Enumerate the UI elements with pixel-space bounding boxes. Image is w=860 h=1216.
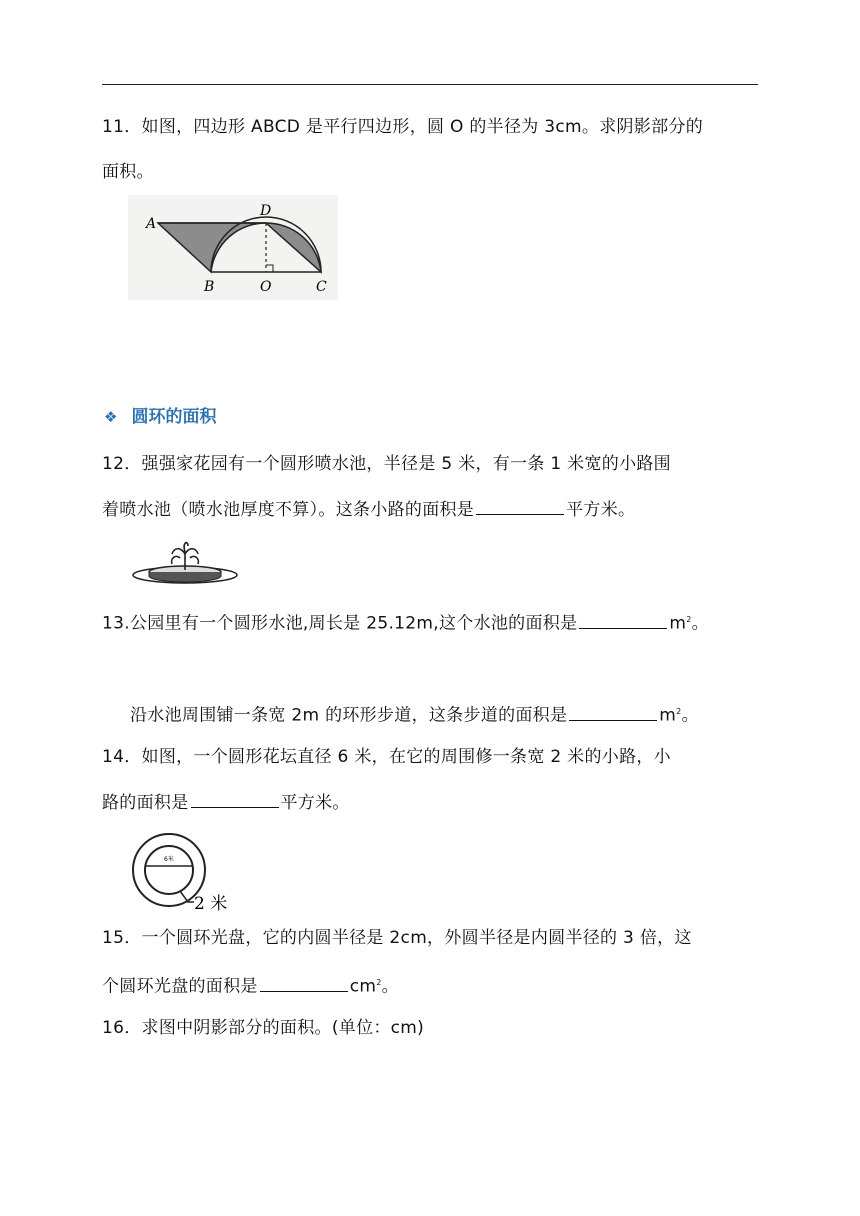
q12-line2-post: 平方米。 (566, 500, 636, 520)
q13-text-line1 (102, 608, 709, 636)
inner-diameter-label: 6米 (164, 856, 174, 863)
flowerbed-ring-figure (130, 830, 240, 916)
q15-text-line2 (102, 971, 399, 999)
section-diamond-icon: ❖ (104, 408, 118, 426)
q13-line2-unit: m (659, 705, 677, 726)
q15-line2-end: 。 (381, 976, 399, 997)
q15-line2-pre: 个圆环光盘的面积是 (102, 976, 258, 997)
header-rule (102, 84, 758, 85)
q11-text-line1: 11．如图，四边形 ABCD 是平行四边形，圆 O 的半径为 3cm。求阴影部分的 (102, 117, 704, 137)
fountain-rim (149, 572, 221, 582)
q13-text-line2 (130, 700, 699, 728)
q15-text-line1: 15．一个圆环光盘，它的内圆半径是 2cm，外圆半径是内圆半径的 3 倍，这 (102, 928, 692, 948)
fountain-figure (130, 540, 240, 588)
q13-line2-sup: 2 (676, 707, 682, 716)
q16-text-line1: 16．求图中阴影部分的面积。(单位：cm) (102, 1018, 425, 1038)
q14-line2-post: 平方米。 (280, 793, 350, 813)
q13-line2-pre: 沿水池周围铺一条宽 2m 的环形步道，这条步道的面积是 (130, 705, 568, 726)
q13-line1-pre: 13.公园里有一个圆形水池,周长是 25.12m,这个水池的面积是 (102, 613, 578, 634)
q13-line1-unit: m (669, 613, 687, 634)
q14-answer-blank[interactable] (191, 790, 279, 808)
label-a: A (146, 216, 157, 232)
label-o: O (260, 279, 272, 295)
q13-answer-blank-1[interactable] (579, 611, 667, 629)
q13-answer-blank-2[interactable] (569, 703, 657, 721)
q15-line2-sup: 2 (376, 978, 382, 987)
q13-line1-end: 。 (691, 613, 709, 634)
outer-width-label: 2 米 (194, 894, 228, 914)
label-c: C (316, 279, 327, 295)
q15-answer-blank[interactable] (260, 974, 348, 992)
section-title: 圆环的面积 (131, 407, 217, 427)
section-heading (104, 405, 216, 429)
q13-line2-end: 。 (681, 705, 699, 726)
q11-text-line2: 面积。 (102, 162, 154, 182)
q12-text-line1: 12．强强家花园有一个圆形喷水池，半径是 5 米，有一条 1 米宽的小路围 (102, 454, 671, 474)
q14-text-line1: 14．如图，一个圆形花坛直径 6 米，在它的周围修一条宽 2 米的小路，小 (102, 747, 671, 767)
q12-text-line2 (102, 497, 635, 522)
q12-line2-pre: 着喷水池（喷水池厚度不算）。这条小路的面积是 (102, 500, 475, 520)
q13-line1-sup: 2 (686, 615, 692, 624)
q14-text-line2 (102, 790, 350, 815)
q15-line2-unit: cm (349, 976, 377, 997)
q14-line2-pre: 路的面积是 (102, 793, 189, 813)
label-b: B (204, 279, 215, 295)
label-d: D (260, 203, 272, 219)
q12-answer-blank[interactable] (476, 497, 564, 515)
q11-parallelogram-figure (128, 195, 338, 300)
inner-circle (145, 846, 193, 894)
